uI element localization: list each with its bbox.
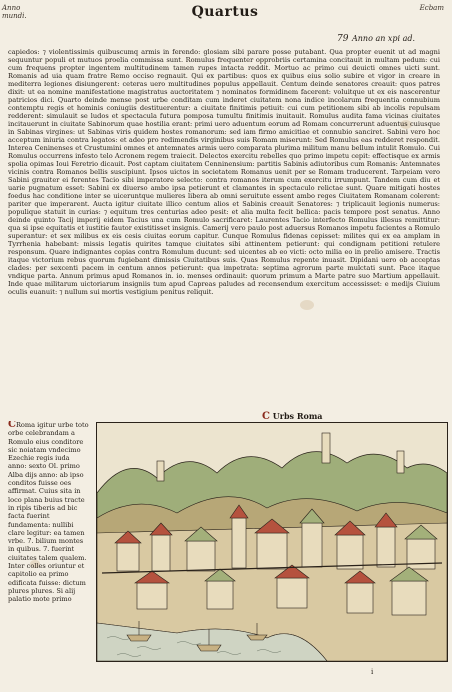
running-head: Quartus (191, 4, 259, 20)
main-text-block (8, 48, 440, 296)
side-text-column (8, 421, 90, 604)
drop-cap: C (8, 421, 16, 430)
margin-note-right: Ecbam (419, 4, 444, 12)
year-subhead: Anno an xpi ad. (352, 34, 416, 43)
margin-note-anno-mundi (2, 4, 27, 20)
woodcut-drawing (97, 423, 447, 661)
margin-note-line: Anno (2, 4, 21, 12)
foxing-spot (300, 300, 314, 310)
folio-number: 79 (337, 34, 349, 44)
margin-note-line: mundi. (2, 12, 27, 20)
caption-text: Urbs Roma (272, 411, 323, 421)
signature-mark: i (371, 668, 374, 676)
main-paragraph: capiedos: ⁊ violentissimis quibuscumq armis in ferendo: glosiam sibi parare posse putabant. Qua propter euenit ut ad magni sequuntur populi et mutuos proelia commissa sunt. Romulus frequenter opprobriis certamina concitauit in multam pedum: cui cum frequens propter ingentem multitudinem tamen rupes intacta reddit. Mortuo ac primo cui deuicti omnes uicti sunt. Romanis ad uia quam fratre Remo occiso regnauit. Qui ex partibus: quos ex quibus eius solio subire et vigor in creare in mediterra legiones disiungerent: ceteras uero multitudines populus appellauit. Centum deinde senatores creauit: quos patres dixit: ut ea nomine manifestatione magistratus auctoritatem ⁊ nominatos formidinem facerent: voluitque ut ex eis nascerentur patricios dici. Quarto deinde mense post urbe conditam cum inderet ciuitatem nona indice incolarum frequentia connubium contemptu regis et hominis coniugiis destituerentur: a ciuitate finitimis petiuit: cui cum petitionem sibi ab incolis repulsam redderent: simulauit se ludos et spectacula futura pomposa tumultu finitimis inuitauit. Romulus audita fama vicinas ciuitates incitauerunt in ciuitate Sabinorum quae hostilia erant: primi uero aduentum eorum ad Romam concurrerunt aduentus cuiusque in Sabinas virgines: ut Sabinas viris quidem hostes romanorum: sed iam firmo amicitiae et connubio sanciret. Sabini vero hoc acceptum iniuria contra legatos: et adeo pro redimendis virginibus suis Romam miserunt: Sed Romulus eas redderet respondit. Interea Ceninenses et Crustumini omnes et antemnates armis uero comparata plurima militum manu bellum intulit Romulo. Cui Romulus occurrens infesto telo Acronem regem traiecit. Delectos exercitu rebelles quo primo impetu cepit: effectisque ex armis spolia opimas Ioui Feretrio dicauit. Post captam ciuitatem Cenninensium: partitis Sabinis adiutoribus cum Romanis: Antemnates vicinis contra Romanos bellis suscipiunt. Ipsos uictos in societatem Romanus uenit per se Romam traducerent. Tarpeiam vero Sabini grauiter ei ferentes Tacio sibi imperatore selecto: contra romanos iterum cum exercitu irrumpunt. Tandem cum diu et uarie pugnatum esset: Sabini ex diuerso ambo ipsa petierunt et clamantes in spectaculo relictae sunt. Quare mitigati hostes foedus hac conditione inter se uiceruntque mulieres libera ab omni seruitute essent ambo reges Ciuitatem Romanam colerent: pariter que imperarent. Aucta igitur ciuitate illico centum alios et Sabinis creauit Senatores: ⁊ triplicauit legionis numerus: populique statuit in curias: ⁊ equitum tres centurias adeo pesit: et alia multa fecit bellica: pacis tempore post senatus. Anno deinde quinto Tacij imperij eidem Tacius una cum Romulo sacrificaret: Laurentes Tacio interfecto Romulus illesus remittitur: qua si ipse equitatis et iustitie fautor existitisset insignis. Camerij vero paulo post aduersus Romanos impetu facientes a Romulo superantur: et sex milibus ex eis cesis ciuitas eorum capitur. Cunque Romulus fidenas cepisset: milites qui ex ea amplam in Tyrrhenia habebant: missis legatis quirites tamque ciuitates sibi attinentem petierunt: qui condignam petitioni retulere responsum. Quare indignantes copias contra Romulum ducunt: sed uicentes ab eo victi: octo milia eo in prelio amisere. Tractis itaque victorium rebus quorum fugiebant dimissis Ciuitatibus suis. Quas Romulus repente inuasit. Dipidani uero ob acceptas clades: per sexcenti pacem in centum annos petierunt: qua impetrata: septima agrorum parte mulctati sunt. Pace itaque vndique parta. Annum primus apud Romanos in. io. menses ordinauit: quorum primum a Marte patre suo Martium appellauit. Inde quae militarum uictoriarum insigniis tum apud Capreas paludes ad recensendum exercitum accessisset: e medijs Ciuium oculis euanuit: ⁊ nullum sui mortis vestigium penitus reliquit. (8, 48, 440, 296)
side-paragraph: Roma igitur urbe toto orbe celebrandam a Romulo eius conditore sic noiatam vndecimo Ezechie regis iuda anno: sexto Ol. primo Alba dijs anno: ab ipso conditos fuisse oes affirmat. Cuius sita in loco plana buius tracte in ripis tiberis ad bic facta fuerint fundamenta: nullibi clare legitur: ea tamen vrbe. 7. bilium montes in quibus. 7. fuerint ciuitates talem qualem. Inter colles oriuntur et capitolio ea primo edificata fuisse: dictum plures plures. Si alij palatio mote primo (8, 421, 89, 604)
caption-initial: C (262, 411, 270, 422)
rome-woodcut-illustration (96, 422, 448, 662)
woodcut-caption (262, 411, 322, 422)
